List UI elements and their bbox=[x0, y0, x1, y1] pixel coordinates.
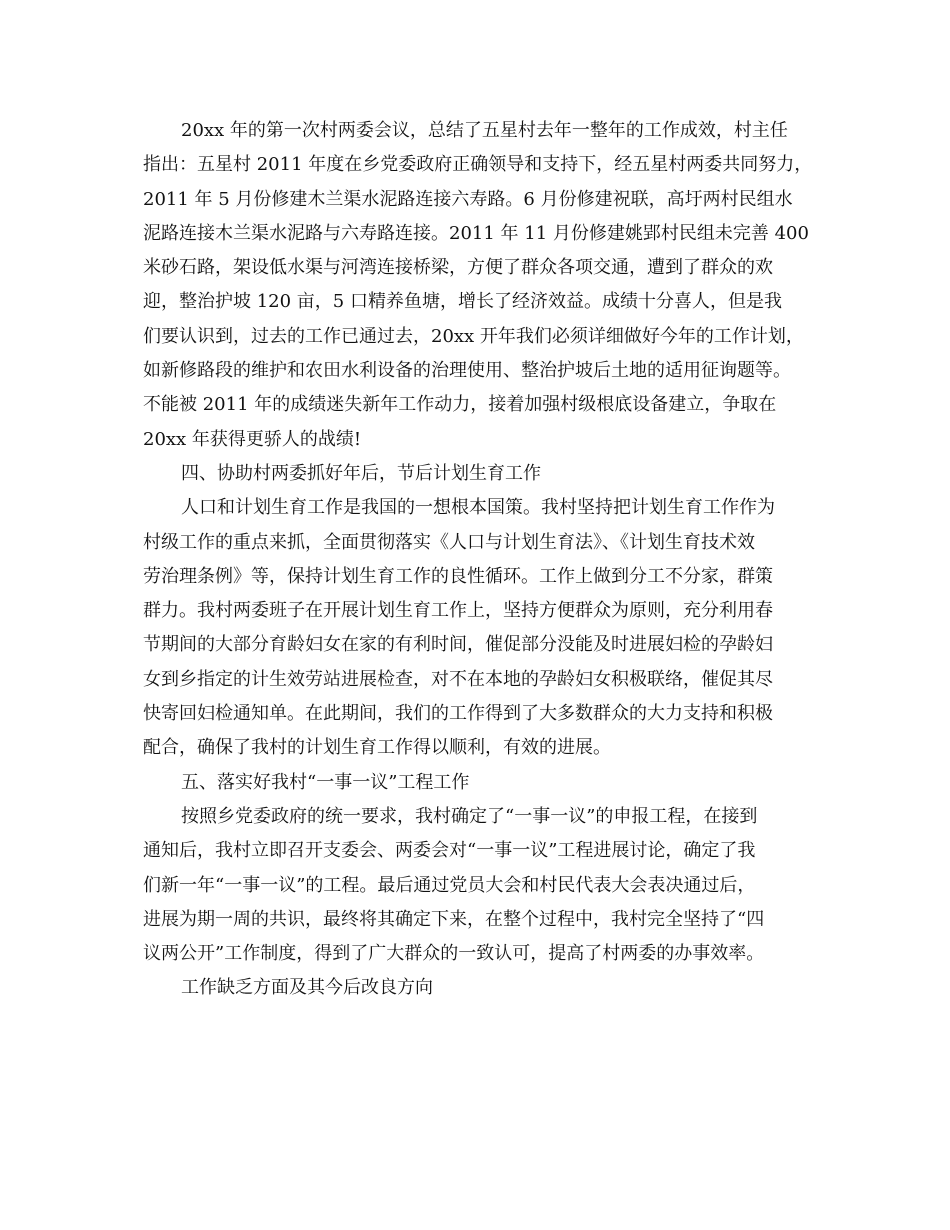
text-line: 如新修路段的维护和农田水利设备的治理使用、整治护坡后土地的适用征询题等。 bbox=[143, 360, 791, 382]
text-line: 女到乡指定的计生效劳站进展检查，对不在本地的孕龄妇女积极联络，催促其尽 bbox=[143, 668, 773, 690]
text-line: 人口和计划生育工作是我国的一想根本国策。我村坚持把计划生育工作作为 bbox=[181, 497, 775, 519]
text-line: 四、协助村两委抓好年后，节后计划生育工作 bbox=[181, 462, 541, 484]
text-line: 通知后，我村立即召开支委会、两委会对“一事一议”工程进展讨论，确定了我 bbox=[143, 840, 756, 862]
text-line: 不能被 2011 年的成绩迷失新年工作动力，接着加强村级根底设备建立，争取在 bbox=[143, 394, 777, 416]
text-line: 米砂石路，架设低水渠与河湾连接桥梁，方便了群众各项交通，遭到了群众的欢 bbox=[143, 257, 773, 279]
text-line: 工作缺乏方面及其今后改良方向 bbox=[181, 977, 433, 999]
text-line: 指出：五星村 2011 年度在乡党委政府正确领导和支持下，经五星村两委共同努力， bbox=[143, 154, 813, 176]
text-line: 迎，整治护坡 120 亩，5 口精养鱼塘，增长了经济效益。成绩十分喜人，但是我 bbox=[143, 291, 782, 313]
document-body bbox=[143, 114, 823, 1006]
text-line: 泥路连接木兰渠水泥路与六寿路连接。2011 年 11 月份修建姚郢村民组未完善 400 bbox=[143, 222, 809, 244]
text-line: 快寄回妇检通知单。在此期间，我们的工作得到了大多数群众的大力支持和积极 bbox=[143, 703, 773, 725]
text-line: 配合，确保了我村的计划生育工作得以顺利，有效的进展。 bbox=[143, 737, 611, 759]
text-line: 2011 年 5 月份修建木兰渠水泥路连接六寿路。6 月份修建祝联，高圩两村民组水 bbox=[143, 188, 793, 210]
text-line: 五、落实好我村“一事一议”工程工作 bbox=[181, 771, 470, 793]
text-line: 村级工作的重点来抓，全面贯彻落实《人口与计划生育法》、《计划生育技术效 bbox=[143, 531, 755, 553]
text-line: 群力。我村两委班子在开展计划生育工作上，坚持方便群众为原则，充分利用春 bbox=[143, 600, 773, 622]
text-line: 进展为期一周的共识，最终将其确定下来，在整个过程中，我村完全坚持了“四 bbox=[143, 908, 765, 930]
text-line: 议两公开”工作制度，得到了广大群众的一致认可，提高了村两委的办事效率。 bbox=[143, 943, 765, 965]
text-line: 劳治理条例》等，保持计划生育工作的良性循环。工作上做到分工不分家，群策 bbox=[143, 565, 773, 587]
text-line: 20xx 年获得更骄人的战绩! bbox=[143, 428, 362, 450]
text-line: 们新一年“一事一议”的工程。最后通过党员大会和村民代表大会表决通过后， bbox=[143, 874, 756, 896]
text-line: 们要认识到，过去的工作已通过去，20xx 开年我们必须详细做好今年的工作计划， bbox=[143, 325, 804, 347]
text-line: 节期间的大部分育龄妇女在家的有利时间，催促部分没能及时进展妇检的孕龄妇 bbox=[143, 634, 773, 656]
text-line: 20xx 年的第一次村两委会议，总结了五星村去年一整年的工作成效，村主任 bbox=[181, 120, 788, 141]
text-line: 按照乡党委政府的统一要求，我村确定了“一事一议”的申报工程，在接到 bbox=[181, 805, 758, 827]
